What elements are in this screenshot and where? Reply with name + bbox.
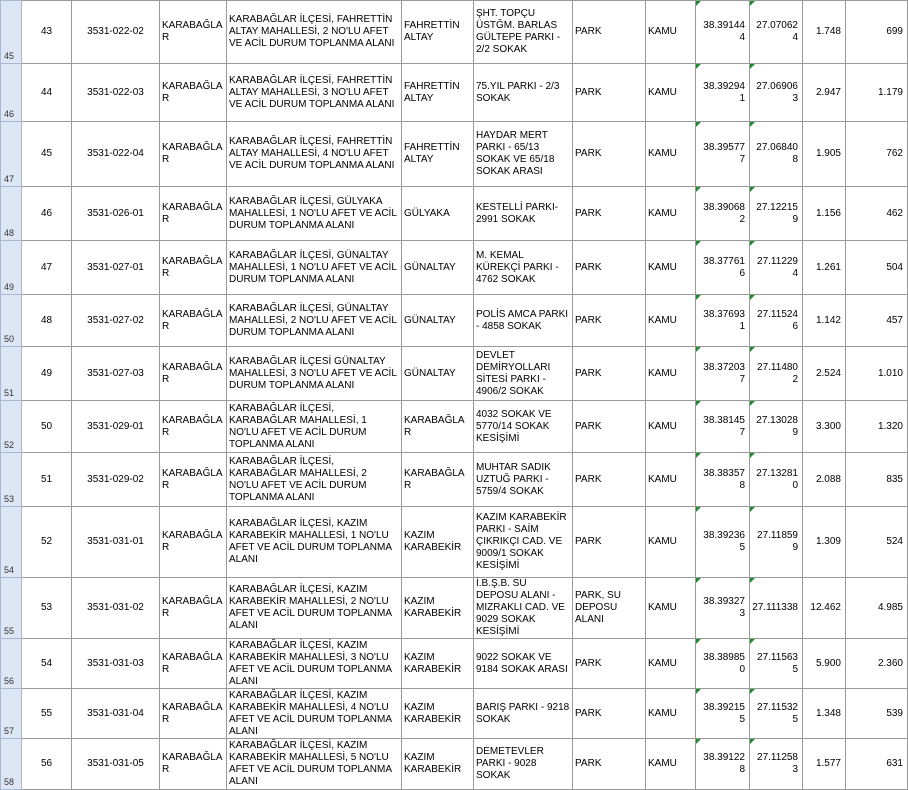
cell-alan[interactable]: 2.524 [803,347,846,401]
cell-mahalle[interactable]: GÜNALTAY [402,347,474,401]
cell-alan[interactable]: 1.905 [803,122,846,187]
cell-tur[interactable]: PARK [573,739,646,790]
cell-sira-no[interactable]: 53 [22,578,72,639]
row-header[interactable]: 52 [1,401,22,453]
cell-kod[interactable]: 3531-026-01 [72,187,160,241]
table-row [1,739,908,790]
cell-kod[interactable]: 3531-022-03 [72,64,160,122]
row-header[interactable]: 51 [1,347,22,401]
cell-mulkiyet[interactable]: KAMU [646,187,696,241]
cell-sira-no[interactable]: 45 [22,122,72,187]
cell-ilce[interactable]: KARABAĞLAR [160,507,227,578]
cell-yer[interactable]: KESTELLİ PARKI-2991 SOKAK [474,187,573,241]
cell-ilce[interactable]: KARABAĞLAR [160,64,227,122]
cell-mahalle[interactable]: KAZIM KARABEKİR [402,739,474,790]
row-header[interactable]: 58 [1,739,22,790]
cell-alan[interactable]: 12.462 [803,578,846,639]
cell-aciklama[interactable]: KARABAĞLAR İLÇESİ, KARABAĞLAR MAHALLESİ, 1 NO'LU AFET VE ACİL DURUM TOPLANMA ALANI [227,401,402,453]
cell-mahalle[interactable]: FAHRETTİN ALTAY [402,122,474,187]
cell-mahalle[interactable]: FAHRETTİN ALTAY [402,1,474,64]
cell-enlem[interactable]: 38.390682 [696,187,750,241]
cell-mahalle[interactable]: KARABAĞLAR [402,453,474,507]
cell-enlem[interactable]: 38.392941 [696,64,750,122]
cell-mulkiyet[interactable]: KAMU [646,295,696,347]
cell-mahalle[interactable]: KAZIM KARABEKİR [402,578,474,639]
cell-ilce[interactable]: KARABAĞLAR [160,739,227,790]
cell-ilce[interactable]: KARABAĞLAR [160,453,227,507]
cell-mulkiyet[interactable]: KAMU [646,453,696,507]
table-row [1,507,908,578]
cell-enlem[interactable]: 38.393273 [696,578,750,639]
cell-boylam[interactable]: 27.115246 [750,295,803,347]
cell-boylam[interactable]: 27.068408 [750,122,803,187]
row-header[interactable]: 57 [1,689,22,739]
cell-tur[interactable]: PARK [573,639,646,689]
cell-yer[interactable]: ŞHT. TOPÇU ÜSTĞM. BARLAS GÜLTEPE PARKI - 2/2 SOKAK [474,1,573,64]
cell-kod[interactable]: 3531-029-02 [72,453,160,507]
cell-kapasite[interactable]: 4.985 [846,578,908,639]
cell-mahalle[interactable]: GÜNALTAY [402,241,474,295]
cell-tur[interactable]: PARK [573,295,646,347]
cell-yer[interactable]: POLİS AMCA PARKI - 4858 SOKAK [474,295,573,347]
table-row [1,122,908,187]
cell-sira-no[interactable]: 49 [22,347,72,401]
cell-ilce[interactable]: KARABAĞLAR [160,401,227,453]
cell-kod[interactable]: 3531-031-01 [72,507,160,578]
cell-kod[interactable]: 3531-031-05 [72,739,160,790]
cell-aciklama[interactable]: KARABAĞLAR İLÇESİ, KAZIM KARABEKİR MAHALLESİ, 1 NO'LU AFET VE ACİL DURUM TOPLANMA ALANI [227,507,402,578]
cell-alan[interactable]: 3.300 [803,401,846,453]
cell-mahalle[interactable]: GÜNALTAY [402,295,474,347]
row-header[interactable]: 46 [1,64,22,122]
cell-ilce[interactable]: KARABAĞLAR [160,1,227,64]
cell-tur[interactable]: PARK [573,122,646,187]
cell-yer[interactable]: KAZIM KARABEKİR PARKI - SAİM ÇIKRIKÇI CAD. VE 9009/1 SOKAK KESİŞİMİ [474,507,573,578]
cell-boylam[interactable]: 27.111338 [750,578,803,639]
cell-boylam[interactable]: 27.070624 [750,1,803,64]
table-row [1,453,908,507]
cell-sira-no[interactable]: 50 [22,401,72,453]
cell-boylam[interactable]: 27.114802 [750,347,803,401]
cell-aciklama[interactable]: KARABAĞLAR İLÇESİ, FAHRETTİN ALTAY MAHALLESİ, 4 NO'LU AFET VE ACİL DURUM TOPLANMA ALANI [227,122,402,187]
cell-alan[interactable]: 1.142 [803,295,846,347]
cell-alan[interactable]: 1.748 [803,1,846,64]
cell-kod[interactable]: 3531-029-01 [72,401,160,453]
cell-alan[interactable]: 1.577 [803,739,846,790]
cell-kapasite[interactable]: 699 [846,1,908,64]
cell-boylam[interactable]: 27.115635 [750,639,803,689]
cell-sira-no[interactable]: 44 [22,64,72,122]
cell-yer[interactable]: 4032 SOKAK VE 5770/14 SOKAK KESİŞİMİ [474,401,573,453]
cell-mahalle[interactable]: KAZIM KARABEKİR [402,639,474,689]
cell-kod[interactable]: 3531-031-03 [72,639,160,689]
cell-kapasite[interactable]: 1.320 [846,401,908,453]
cell-tur[interactable]: PARK [573,689,646,739]
cell-sira-no[interactable]: 55 [22,689,72,739]
cell-yer[interactable]: 75.YIL PARKI - 2/3 SOKAK [474,64,573,122]
cell-kapasite[interactable]: 835 [846,453,908,507]
table-row [1,187,908,241]
cell-aciklama[interactable]: KARABAĞLAR İLÇESİ, FAHRETTİN ALTAY MAHALLESİ, 2 NO'LU AFET VE ACİL DURUM TOPLANMA ALANI [227,1,402,64]
cell-mulkiyet[interactable]: KAMU [646,241,696,295]
row-header[interactable]: 48 [1,187,22,241]
row-header[interactable]: 56 [1,639,22,689]
cell-tur[interactable]: PARK [573,1,646,64]
cell-tur[interactable]: PARK [573,401,646,453]
row-header[interactable]: 50 [1,295,22,347]
cell-sira-no[interactable]: 47 [22,241,72,295]
cell-kapasite[interactable]: 2.360 [846,639,908,689]
cell-kapasite[interactable]: 631 [846,739,908,790]
cell-kod[interactable]: 3531-031-02 [72,578,160,639]
cell-sira-no[interactable]: 51 [22,453,72,507]
cell-boylam[interactable]: 27.118599 [750,507,803,578]
cell-boylam[interactable]: 27.122159 [750,187,803,241]
cell-alan[interactable]: 5.900 [803,639,846,689]
row-header[interactable]: 53 [1,453,22,507]
row-header[interactable]: 45 [1,1,22,64]
cell-enlem[interactable]: 38.395777 [696,122,750,187]
cell-ilce[interactable]: KARABAĞLAR [160,347,227,401]
cell-mahalle[interactable]: KAZIM KARABEKİR [402,689,474,739]
cell-enlem[interactable]: 38.383578 [696,453,750,507]
cell-mulkiyet[interactable]: KAMU [646,689,696,739]
cell-boylam[interactable]: 27.130289 [750,401,803,453]
cell-mahalle[interactable]: GÜLYAKA [402,187,474,241]
cell-tur[interactable]: PARK [573,347,646,401]
cell-yer[interactable]: BARIŞ PARKI - 9218 SOKAK [474,689,573,739]
table-row [1,578,908,639]
table-row [1,639,908,689]
cell-aciklama[interactable]: KARABAĞLAR İLÇESİ, GÜNALTAY MAHALLESİ, 2 NO'LU AFET VE ACİL DURUM TOPLANMA ALANI [227,295,402,347]
cell-alan[interactable]: 1.348 [803,689,846,739]
cell-kapasite[interactable]: 504 [846,241,908,295]
cell-mahalle[interactable]: KARABAĞLAR [402,401,474,453]
cell-mulkiyet[interactable]: KAMU [646,578,696,639]
cell-tur[interactable]: PARK [573,453,646,507]
cell-mahalle[interactable]: FAHRETTİN ALTAY [402,64,474,122]
table-row [1,295,908,347]
cell-sira-no[interactable]: 54 [22,639,72,689]
table-row [1,689,908,739]
cell-yer[interactable]: M. KEMAL KÜREKÇİ PARKI - 4762 SOKAK [474,241,573,295]
cell-sira-no[interactable]: 52 [22,507,72,578]
cell-kapasite[interactable]: 457 [846,295,908,347]
row-header[interactable]: 55 [1,578,22,639]
cell-kapasite[interactable]: 1.179 [846,64,908,122]
table-row [1,1,908,64]
table-row [1,64,908,122]
cell-kod[interactable]: 3531-027-02 [72,295,160,347]
cell-alan[interactable]: 1.261 [803,241,846,295]
cell-yer[interactable]: MUHTAR SADIK UZTUĞ PARKI - 5759/4 SOKAK [474,453,573,507]
cell-mulkiyet[interactable]: KAMU [646,401,696,453]
cell-aciklama[interactable]: KARABAĞLAR İLÇESİ, GÜLYAKA MAHALLESİ, 1 NO'LU AFET VE ACİL DURUM TOPLANMA ALANI [227,187,402,241]
cell-yer[interactable]: DEVLET DEMİRYOLLARI SİTESİ PARKI - 4906/2 SOKAK [474,347,573,401]
cell-mulkiyet[interactable]: KAMU [646,122,696,187]
cell-aciklama[interactable]: KARABAĞLAR İLÇESİ GÜNALTAY MAHALLESİ, 3 NO'LU AFET VE ACİL DURUM TOPLANMA ALANI [227,347,402,401]
cell-sira-no[interactable]: 48 [22,295,72,347]
cell-ilce[interactable]: KARABAĞLAR [160,241,227,295]
cell-tur[interactable]: PARK [573,64,646,122]
cell-enlem[interactable]: 38.377616 [696,241,750,295]
cell-ilce[interactable]: KARABAĞLAR [160,122,227,187]
cell-sira-no[interactable]: 56 [22,739,72,790]
cell-ilce[interactable]: KARABAĞLAR [160,639,227,689]
cell-boylam[interactable]: 27.112294 [750,241,803,295]
cell-mulkiyet[interactable]: KAMU [646,739,696,790]
cell-ilce[interactable]: KARABAĞLAR [160,187,227,241]
cell-ilce[interactable]: KARABAĞLAR [160,295,227,347]
cell-boylam[interactable]: 27.069063 [750,64,803,122]
cell-tur[interactable]: PARK [573,241,646,295]
table-row [1,347,908,401]
cell-mulkiyet[interactable]: KAMU [646,639,696,689]
cell-tur[interactable]: PARK [573,187,646,241]
cell-kapasite[interactable]: 524 [846,507,908,578]
cell-kapasite[interactable]: 762 [846,122,908,187]
cell-boylam[interactable]: 27.115325 [750,689,803,739]
cell-kod[interactable]: 3531-027-03 [72,347,160,401]
cell-enlem[interactable]: 38.381457 [696,401,750,453]
cell-sira-no[interactable]: 46 [22,187,72,241]
cell-tur[interactable]: PARK, SU DEPOSU ALANI [573,578,646,639]
cell-alan[interactable]: 1.156 [803,187,846,241]
cell-kapasite[interactable]: 462 [846,187,908,241]
table-row [1,241,908,295]
cell-boylam[interactable]: 27.132810 [750,453,803,507]
cell-boylam[interactable]: 27.112583 [750,739,803,790]
cell-tur[interactable]: PARK [573,507,646,578]
cell-mulkiyet[interactable]: KAMU [646,1,696,64]
row-header[interactable]: 49 [1,241,22,295]
cell-enlem[interactable]: 38.372037 [696,347,750,401]
cell-aciklama[interactable]: KARABAĞLAR İLÇESİ, KAZIM KARABEKİR MAHALLESİ, 4 NO'LU AFET VE ACİL DURUM TOPLANMA ALANI [227,689,402,739]
cell-kod[interactable]: 3531-031-04 [72,689,160,739]
cell-yer[interactable]: DEMETEVLER PARKI - 9028 SOKAK [474,739,573,790]
row-header[interactable]: 54 [1,507,22,578]
cell-yer[interactable]: İ.B.Ş.B. SU DEPOSU ALANI - MIZRAKLI CAD. VE 9029 SOKAK KESİŞİMİ [474,578,573,639]
cell-enlem[interactable]: 38.389850 [696,639,750,689]
cell-aciklama[interactable]: KARABAĞLAR İLÇESİ, KARABAĞLAR MAHALLESİ, 2 NO'LU AFET VE ACİL DURUM TOPLANMA ALANI [227,453,402,507]
cell-sira-no[interactable]: 43 [22,1,72,64]
cell-mulkiyet[interactable]: KAMU [646,347,696,401]
cell-yer[interactable]: HAYDAR MERT PARKI - 65/13 SOKAK VE 65/18 SOKAK ARASI [474,122,573,187]
cell-enlem[interactable]: 38.376931 [696,295,750,347]
cell-kapasite[interactable]: 539 [846,689,908,739]
cell-enlem[interactable]: 38.392155 [696,689,750,739]
cell-enlem[interactable]: 38.391444 [696,1,750,64]
row-header[interactable]: 47 [1,122,22,187]
cell-aciklama[interactable]: KARABAĞLAR İLÇESİ, KAZIM KARABEKİR MAHALLESİ, 5 NO'LU AFET VE ACİL DURUM TOPLANMA ALANI [227,739,402,790]
cell-aciklama[interactable]: KARABAĞLAR İLÇESİ, KAZIM KARABEKİR MAHALLESİ, 3 NO'LU AFET VE ACİL DURUM TOPLANMA ALANI [227,639,402,689]
cell-kod[interactable]: 3531-022-02 [72,1,160,64]
cell-alan[interactable]: 2.947 [803,64,846,122]
cell-alan[interactable]: 1.309 [803,507,846,578]
cell-ilce[interactable]: KARABAĞLAR [160,689,227,739]
cell-kapasite[interactable]: 1.010 [846,347,908,401]
cell-yer[interactable]: 9022 SOKAK VE 9184 SOKAK ARASI [474,639,573,689]
cell-kod[interactable]: 3531-027-01 [72,241,160,295]
table-row [1,401,908,453]
cell-aciklama[interactable]: KARABAĞLAR İLÇESİ, FAHRETTİN ALTAY MAHALLESİ, 3 NO'LU AFET VE ACİL DURUM TOPLANMA ALANI [227,64,402,122]
cell-aciklama[interactable]: KARABAĞLAR İLÇESİ, GÜNALTAY MAHALLESİ, 1 NO'LU AFET VE ACİL DURUM TOPLANMA ALANI [227,241,402,295]
cell-mahalle[interactable]: KAZIM KARABEKİR [402,507,474,578]
cell-mulkiyet[interactable]: KAMU [646,507,696,578]
cell-enlem[interactable]: 38.391228 [696,739,750,790]
cell-kod[interactable]: 3531-022-04 [72,122,160,187]
cell-alan[interactable]: 2.088 [803,453,846,507]
cell-aciklama[interactable]: KARABAĞLAR İLÇESİ, KAZIM KARABEKİR MAHALLESİ, 2 NO'LU AFET VE ACİL DURUM TOPLANMA ALANI [227,578,402,639]
cell-mulkiyet[interactable]: KAMU [646,64,696,122]
cell-ilce[interactable]: KARABAĞLAR [160,578,227,639]
cell-enlem[interactable]: 38.392365 [696,507,750,578]
